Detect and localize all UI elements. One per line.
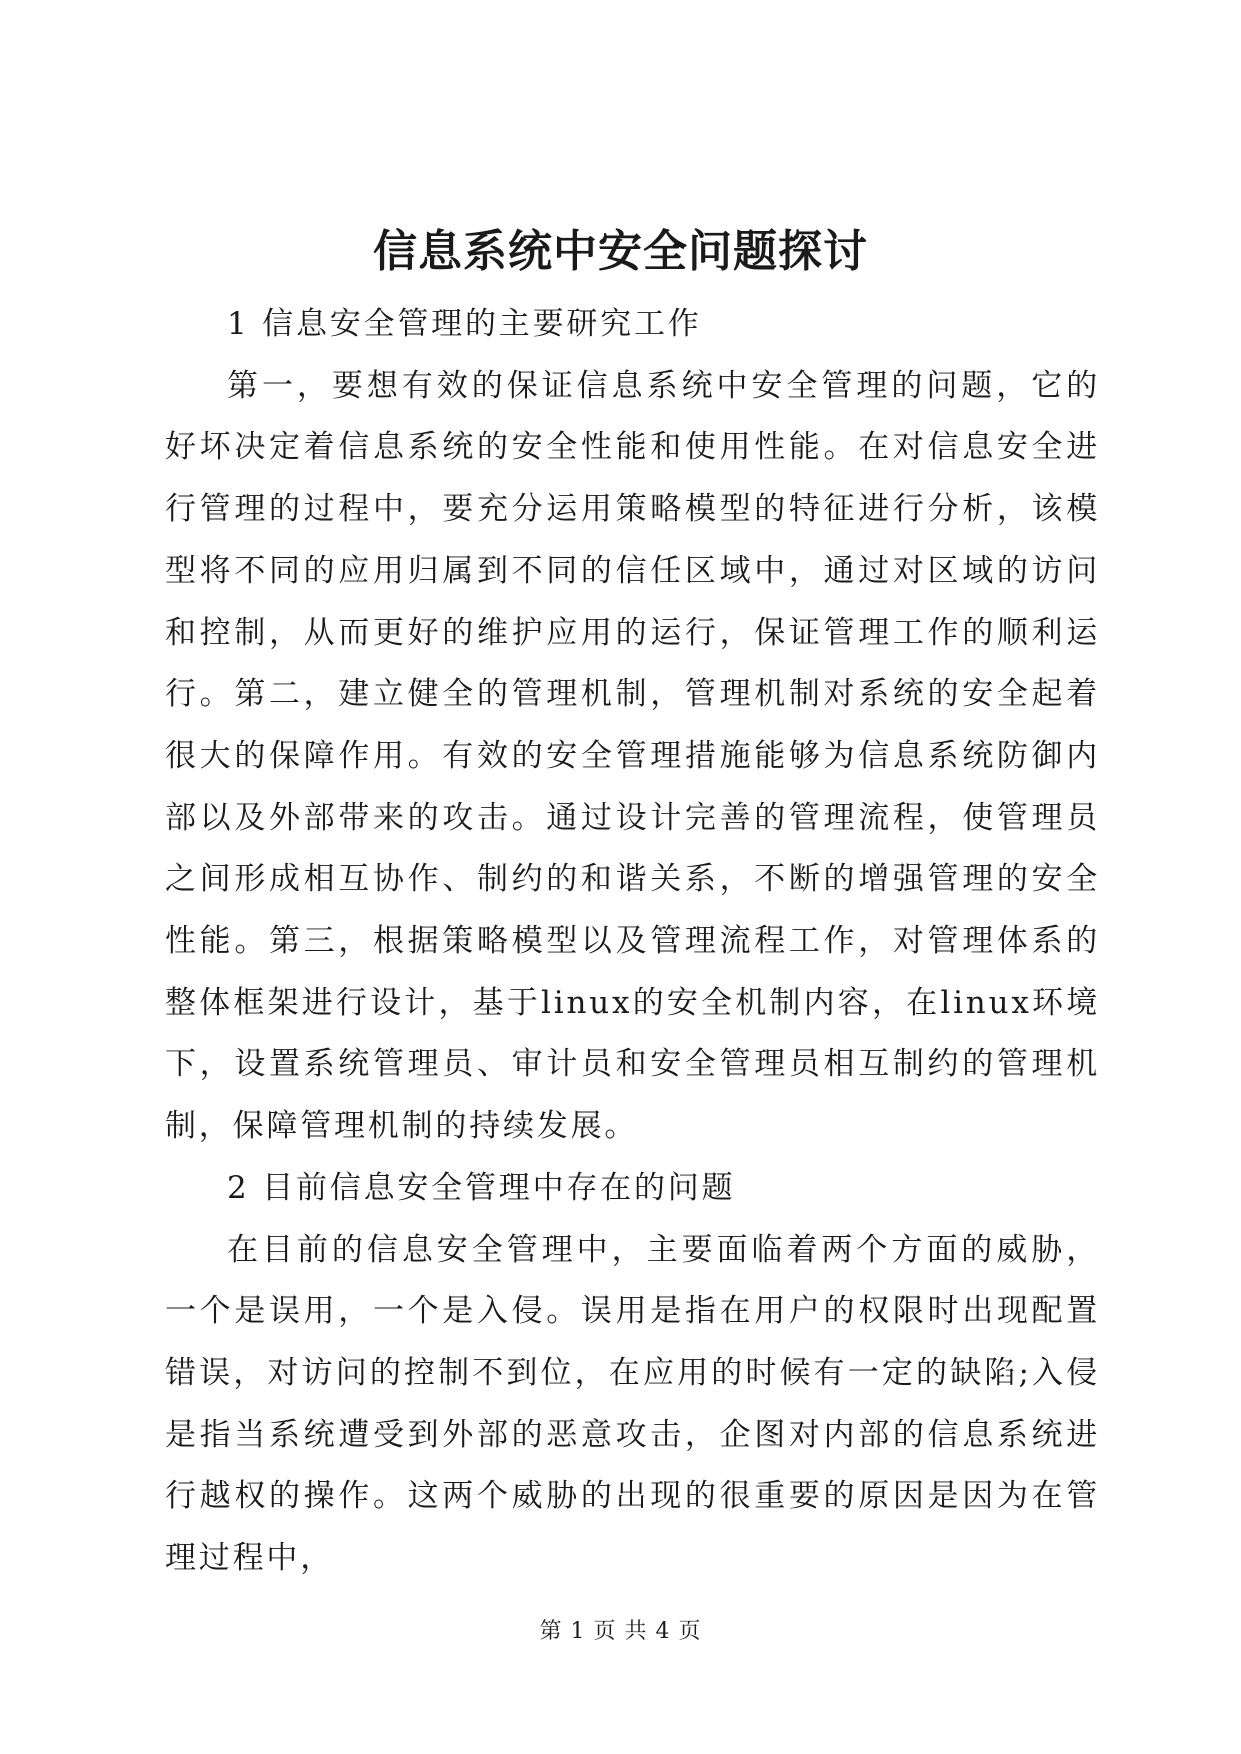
document-body [165, 294, 1100, 1590]
section-2-heading: 2 目前信息安全管理中存在的问题 [227, 1169, 736, 1206]
section-1-paragraph: 第一，要想有效的保证信息系统中安全管理的问题，它的好坏决定着信息系统的安全性能和使用性能。在对信息安全进行管理的过程中，要充分运用策略模型的特征进行分析，该模型将不同的应用归属到不同的信任区域中，通过对区域的访问和控制，从而更好的维护应用的运行，保证管理工作的顺利运行。第二，建立健全的管理机制，管理机制对系统的安全起着很大的保障作用。有效的安全管理措施能够为信息系统防御内部以及外部带来的攻击。通过设计完善的管理流程，使管理员之间形成相互协作、制约的和谐关系，不断的增强管理的安全性能。第三，根据策略模型以及管理流程工作，对管理体系的整体框架进行设计，基于linux的安全机制内容，在linux环境下，设置系统管理员、审计员和安全管理员相互制约的管理机制，保障管理机制的持续发展。 [165, 367, 1100, 1145]
document-title: 信息系统中安全问题探讨 [373, 226, 868, 277]
page-footer: 第 1 页 共 4 页 [539, 1619, 702, 1644]
section-1-heading: 1 信息安全管理的主要研究工作 [227, 306, 702, 342]
section-2-paragraph: 在目前的信息安全管理中，主要面临着两个方面的威胁，一个是误用，一个是入侵。误用是指在用户的权限时出现配置错误，对访问的控制不到位，在应用的时候有一定的缺陷;入侵是指当系统遭受到外部的恶意攻击，企图对内部的信息系统进行越权的操作。这两个威胁的出现的很重要的原因是因为在管理过程中， [165, 1231, 1100, 1577]
